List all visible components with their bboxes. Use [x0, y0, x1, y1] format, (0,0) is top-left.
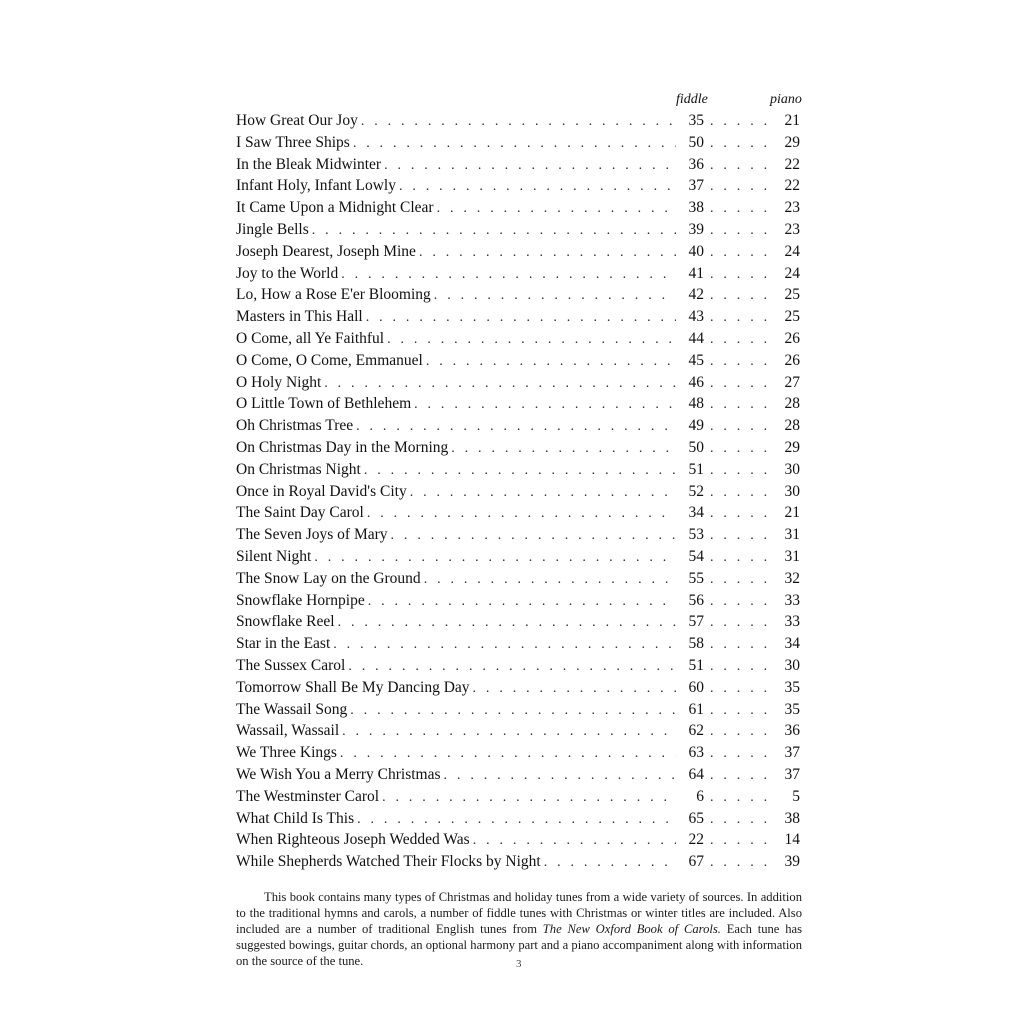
fiddle-page-number: 40 [688, 242, 704, 260]
toc-entry [236, 175, 800, 197]
toc-entry-title: While Shepherds Watched Their Flocks by Night [236, 853, 541, 871]
toc-entry-title: In the Bleak Midwinter [236, 155, 382, 173]
toc-entry [236, 459, 800, 481]
toc-entry-title: Tomorrow Shall Be My Dancing Day [236, 678, 470, 696]
fiddle-page-number: 43 [688, 308, 704, 326]
dot-leader [704, 220, 772, 242]
piano-page-number: 30 [784, 656, 800, 674]
dot-leader [353, 133, 676, 155]
dot-leader [382, 787, 676, 809]
toc-entry [236, 110, 800, 132]
toc-entry [236, 306, 800, 328]
fiddle-page-number: 41 [688, 264, 704, 282]
toc-entry [236, 284, 800, 306]
toc-entry [236, 829, 800, 851]
piano-page-number: 27 [784, 373, 800, 391]
dot-leader [704, 634, 772, 656]
toc-entry [236, 808, 800, 830]
toc-entry [236, 568, 800, 590]
toc-entry [236, 524, 800, 546]
toc-entry [236, 372, 800, 394]
toc-entry-title: The Sussex Carol [236, 656, 346, 674]
piano-page-number: 22 [784, 177, 800, 195]
dot-leader [704, 416, 772, 438]
toc-entry [236, 263, 800, 285]
toc-entry [236, 590, 800, 612]
piano-page-number: 32 [784, 569, 800, 587]
dot-leader [704, 351, 772, 373]
fiddle-page-number: 38 [688, 199, 704, 217]
dot-leader [473, 830, 676, 852]
toc-entry-title: We Three Kings [236, 744, 337, 762]
dot-leader [704, 373, 772, 395]
dot-leader [544, 852, 676, 874]
fiddle-page-number: 52 [688, 482, 704, 500]
piano-page-number: 21 [784, 504, 800, 522]
dot-leader [704, 765, 772, 787]
piano-page-number: 25 [784, 286, 800, 304]
toc-entry-title: Silent Night [236, 547, 312, 565]
toc-entry-title: Jingle Bells [236, 220, 309, 238]
piano-page-number: 28 [784, 417, 800, 435]
piano-page-number: 24 [784, 264, 800, 282]
dot-leader [342, 721, 676, 743]
fiddle-page-number: 58 [688, 635, 704, 653]
toc-entry [236, 677, 800, 699]
toc-entry-title: The Saint Day Carol [236, 504, 364, 522]
dot-leader [340, 743, 676, 765]
dot-leader [419, 242, 676, 264]
fiddle-page-number: 45 [688, 351, 704, 369]
dot-leader [341, 264, 676, 286]
toc-entry-title: Joseph Dearest, Joseph Mine [236, 242, 416, 260]
toc-entry [236, 655, 800, 677]
dot-leader [312, 220, 676, 242]
toc-entry-title: On Christmas Day in the Morning [236, 438, 449, 456]
fiddle-page-number: 48 [688, 395, 704, 413]
fiddle-page-number: 46 [688, 373, 704, 391]
piano-page-number: 21 [784, 112, 800, 129]
toc-entry-title: It Came Upon a Midnight Clear [236, 199, 434, 217]
page-number: 3 [516, 958, 522, 970]
toc-entry-title: O Come, all Ye Faithful [236, 329, 385, 347]
dot-leader [424, 569, 676, 591]
toc-entry [236, 786, 800, 808]
toc-entry-title: The Westminster Carol [236, 787, 380, 805]
toc-entry-title: On Christmas Night [236, 460, 361, 478]
piano-page-number: 35 [784, 678, 800, 696]
intro-text-after: Each tune has suggested bowings, guitar chords, an optional harmony part and a piano accompaniment along with information on the source of the tune. [236, 921, 802, 968]
intro-book-title: The New Oxford Book of Carols. [542, 921, 721, 936]
toc-entry [236, 720, 800, 742]
toc-entry-title: Infant Holy, Infant Lowly [236, 177, 396, 195]
dot-leader [704, 743, 772, 765]
toc-entry [236, 502, 800, 524]
fiddle-page-number: 63 [688, 744, 704, 762]
toc-entry-title: Snowflake Reel [236, 613, 335, 631]
toc-entry [236, 481, 800, 503]
dot-leader [704, 830, 772, 852]
dot-leader [414, 394, 676, 416]
fiddle-page-number: 49 [688, 417, 704, 435]
dot-leader [434, 285, 676, 307]
fiddle-page-number: 44 [688, 329, 704, 347]
fiddle-page-number: 50 [688, 133, 704, 151]
dot-leader [451, 438, 676, 460]
toc-entry-title: Lo, How a Rose E'er Blooming [236, 286, 431, 304]
fiddle-page-number: 54 [688, 547, 704, 565]
fiddle-page-number: 50 [688, 438, 704, 456]
dot-leader [704, 198, 772, 220]
piano-page-number: 36 [784, 722, 800, 740]
dot-leader [704, 460, 772, 482]
dot-leader [704, 307, 772, 329]
dot-leader [704, 656, 772, 678]
dot-leader [437, 198, 676, 220]
fiddle-page-number: 34 [688, 504, 704, 522]
dot-leader [399, 176, 676, 198]
toc-entry-title: What Child Is This [236, 809, 355, 827]
piano-page-number: 26 [784, 329, 800, 347]
dot-leader [704, 787, 772, 809]
toc-entry [236, 219, 800, 241]
piano-page-number: 23 [784, 199, 800, 217]
piano-page-number: 24 [784, 242, 800, 260]
piano-page-number: 31 [784, 526, 800, 544]
toc-entry [236, 328, 800, 350]
piano-page-number: 38 [784, 809, 800, 827]
toc-entry-title: O Come, O Come, Emmanuel [236, 351, 423, 369]
dot-leader [444, 765, 676, 787]
toc-entry-title: The Seven Joys of Mary [236, 526, 388, 544]
piano-page-number: 14 [784, 831, 800, 849]
fiddle-page-number: 55 [688, 569, 704, 587]
toc-entry-title: Oh Christmas Tree [236, 417, 354, 435]
toc-entry-title: Star in the East [236, 635, 331, 653]
intro-paragraph [236, 889, 802, 969]
dot-leader [704, 525, 772, 547]
fiddle-column-header: fiddle [676, 92, 708, 107]
dot-leader [368, 591, 676, 613]
piano-page-number: 34 [784, 635, 800, 653]
dot-leader [704, 569, 772, 591]
toc-entry [236, 241, 800, 263]
fiddle-page-number: 57 [688, 613, 704, 631]
dot-leader [704, 285, 772, 307]
fiddle-page-number: 64 [688, 765, 704, 783]
dot-leader [704, 852, 772, 874]
piano-page-number: 30 [784, 460, 800, 478]
fiddle-page-number: 51 [688, 460, 704, 478]
dot-leader [333, 634, 676, 656]
dot-leader [364, 460, 676, 482]
toc-entry [236, 197, 800, 219]
dot-leader [704, 612, 772, 634]
piano-page-number: 37 [784, 765, 800, 783]
dot-leader [704, 438, 772, 460]
dot-leader [366, 307, 676, 329]
toc-entry-title: Once in Royal David's City [236, 482, 407, 500]
toc-entry-title: Masters in This Hall [236, 308, 363, 326]
toc-entry [236, 415, 800, 437]
toc-entry-title: O Holy Night [236, 373, 322, 391]
fiddle-page-number: 22 [688, 831, 704, 849]
toc-entry [236, 350, 800, 372]
fiddle-page-number: 67 [688, 853, 704, 871]
dot-leader [704, 133, 772, 155]
intro-text-before: This book contains many types of Christmas and holiday tunes from a wide variety of sources. In addition to the traditional hymns and carols, a number of fiddle tunes with Christmas or winter titles are included. Also included are a number of traditional English tunes from [236, 889, 802, 936]
dot-leader [357, 809, 676, 831]
toc-entry [236, 132, 800, 154]
dot-leader [348, 656, 676, 678]
dot-leader [704, 394, 772, 416]
piano-page-number: 29 [784, 133, 800, 151]
piano-page-number: 28 [784, 395, 800, 413]
toc-entry-title: Joy to the World [236, 264, 339, 282]
dot-leader [410, 482, 676, 504]
dot-leader [704, 700, 772, 722]
dot-leader [704, 721, 772, 743]
dot-leader [356, 416, 676, 438]
dot-leader [350, 700, 676, 722]
dot-leader [704, 329, 772, 351]
dot-leader [704, 503, 772, 525]
fiddle-page-number: 53 [688, 526, 704, 544]
fiddle-page-number: 51 [688, 656, 704, 674]
piano-column-header: piano [770, 92, 802, 107]
dot-leader [704, 242, 772, 264]
dot-leader [704, 678, 772, 700]
toc-entry [236, 851, 800, 873]
piano-page-number: 29 [784, 438, 800, 456]
piano-page-number: 31 [784, 547, 800, 565]
fiddle-page-number: 56 [688, 591, 704, 609]
dot-leader [704, 547, 772, 569]
dot-leader [314, 547, 676, 569]
dot-leader [391, 525, 676, 547]
dot-leader [426, 351, 676, 373]
toc-entry [236, 764, 800, 786]
dot-leader [324, 373, 676, 395]
piano-page-number: 30 [784, 482, 800, 500]
piano-page-number: 5 [792, 787, 800, 805]
dot-leader [367, 503, 676, 525]
dot-leader [384, 155, 676, 177]
dot-leader [704, 264, 772, 286]
toc-entry-title: Wassail, Wassail [236, 722, 340, 740]
toc-entry [236, 546, 800, 568]
toc-entry [236, 611, 800, 633]
piano-page-number: 25 [784, 308, 800, 326]
piano-page-number: 23 [784, 220, 800, 238]
dot-leader [704, 155, 772, 177]
dot-leader [704, 809, 772, 831]
fiddle-page-number: 6 [696, 787, 704, 805]
piano-page-number: 26 [784, 351, 800, 369]
toc-entry [236, 437, 800, 459]
toc-entry-title: The Wassail Song [236, 700, 348, 718]
piano-page-number: 33 [784, 613, 800, 631]
piano-page-number: 39 [784, 853, 800, 871]
fiddle-page-number: 35 [688, 112, 704, 129]
toc-entry-title: When Righteous Joseph Wedded Was [236, 831, 470, 849]
toc-entry [236, 633, 800, 655]
toc-entry-title: We Wish You a Merry Christmas [236, 765, 441, 783]
dot-leader [704, 111, 772, 133]
fiddle-page-number: 62 [688, 722, 704, 740]
toc-entry-title: O Little Town of Bethlehem [236, 395, 412, 413]
toc-entry [236, 393, 800, 415]
piano-page-number: 37 [784, 744, 800, 762]
toc-entry-title: Snowflake Hornpipe [236, 591, 365, 609]
piano-page-number: 22 [784, 155, 800, 173]
toc-entry [236, 154, 800, 176]
table-of-contents [236, 110, 800, 873]
fiddle-page-number: 61 [688, 700, 704, 718]
fiddle-page-number: 42 [688, 286, 704, 304]
toc-entry [236, 699, 800, 721]
dot-leader [704, 176, 772, 198]
piano-page-number: 35 [784, 700, 800, 718]
toc-entry-title: The Snow Lay on the Ground [236, 569, 421, 587]
fiddle-page-number: 39 [688, 220, 704, 238]
dot-leader [704, 482, 772, 504]
fiddle-page-number: 37 [688, 177, 704, 195]
dot-leader [387, 329, 676, 351]
toc-entry [236, 742, 800, 764]
fiddle-page-number: 65 [688, 809, 704, 827]
fiddle-page-number: 60 [688, 678, 704, 696]
dot-leader [473, 678, 676, 700]
piano-page-number: 33 [784, 591, 800, 609]
dot-leader [704, 591, 772, 613]
fiddle-page-number: 36 [688, 155, 704, 173]
toc-entry-title: How Great Our Joy [236, 112, 358, 129]
dot-leader [361, 111, 676, 133]
toc-entry-title: I Saw Three Ships [236, 133, 350, 151]
dot-leader [338, 612, 676, 634]
